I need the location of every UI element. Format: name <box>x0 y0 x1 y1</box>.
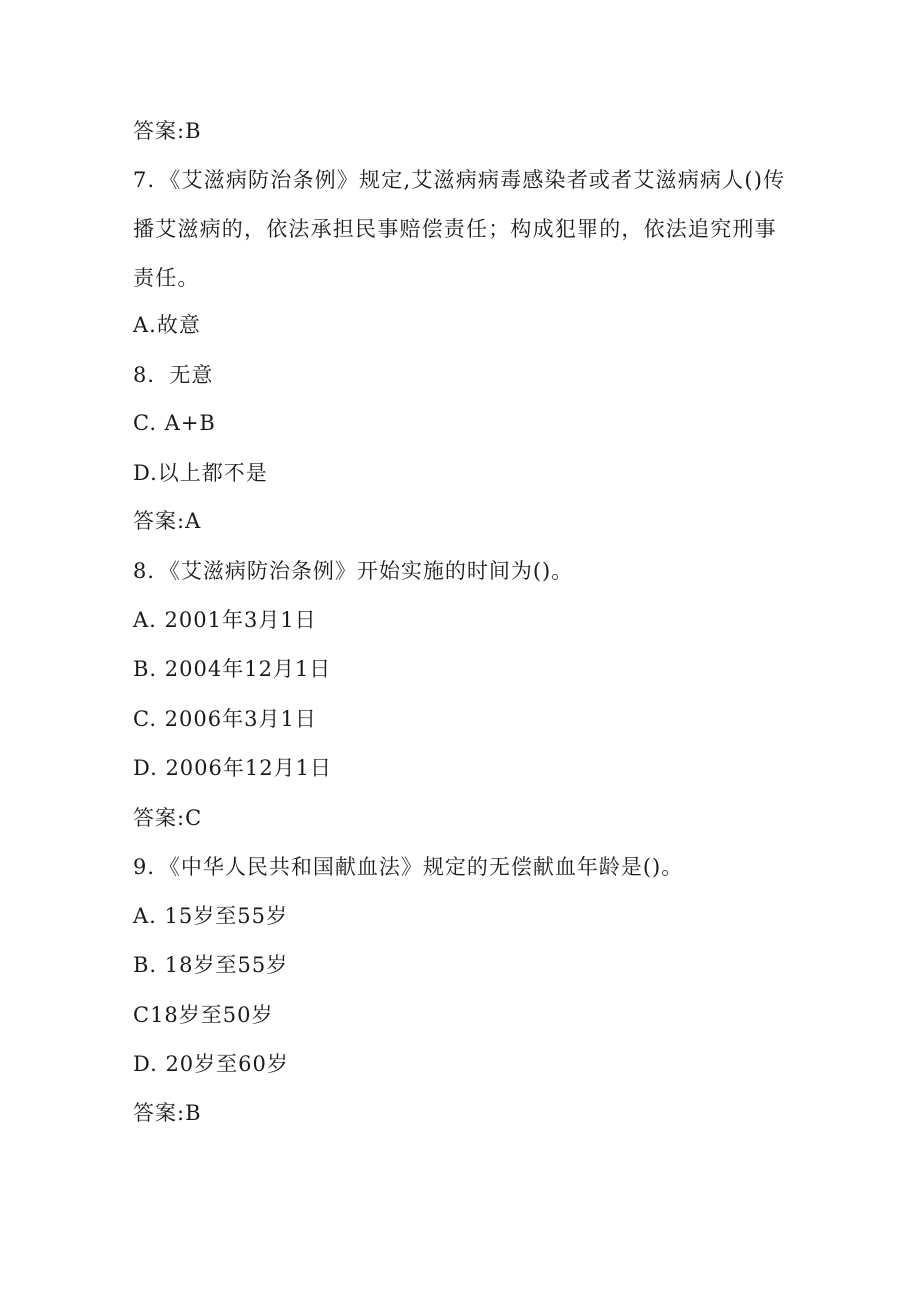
q7-option-c: C. A+B <box>133 411 216 435</box>
q7-option-b: 8．无意 <box>133 363 214 387</box>
answer-8: 答案:C <box>133 806 203 830</box>
question-8: 8．《艾滋病防治条例》开始实施的时间为()。 <box>133 559 574 583</box>
q8-option-d: D. 2006年12月1日 <box>133 756 332 780</box>
question-7: 7．《艾滋病防治条例》规定,艾滋病病毒感染者或者艾滋病病人()传播艾滋病的，依法承担民事赔偿责任；构成犯罪的，依法追究刑事责任。 <box>133 168 786 290</box>
q7-option-d: D.以上都不是 <box>133 461 268 485</box>
q9-option-b: B. 18岁至55岁 <box>133 953 289 977</box>
q9-option-c: C18岁至50岁 <box>133 1003 274 1027</box>
q8-option-b: B. 2004年12月1日 <box>133 657 332 681</box>
q8-option-a: A. 2001年3月1日 <box>133 608 317 632</box>
q9-option-a: A. 15岁至55岁 <box>133 904 288 928</box>
question-9: 9．《中华人民共和国献血法》规定的无偿献血年龄是()。 <box>133 855 684 879</box>
answer-7: 答案:A <box>133 509 202 533</box>
q7-option-a: A.故意 <box>133 313 201 337</box>
q8-option-c: C. 2006年3月1日 <box>133 707 317 731</box>
answer-9: 答案:B <box>133 1101 202 1125</box>
answer-6: 答案:B <box>133 119 202 143</box>
q9-option-d: D. 20岁至60岁 <box>133 1052 289 1076</box>
